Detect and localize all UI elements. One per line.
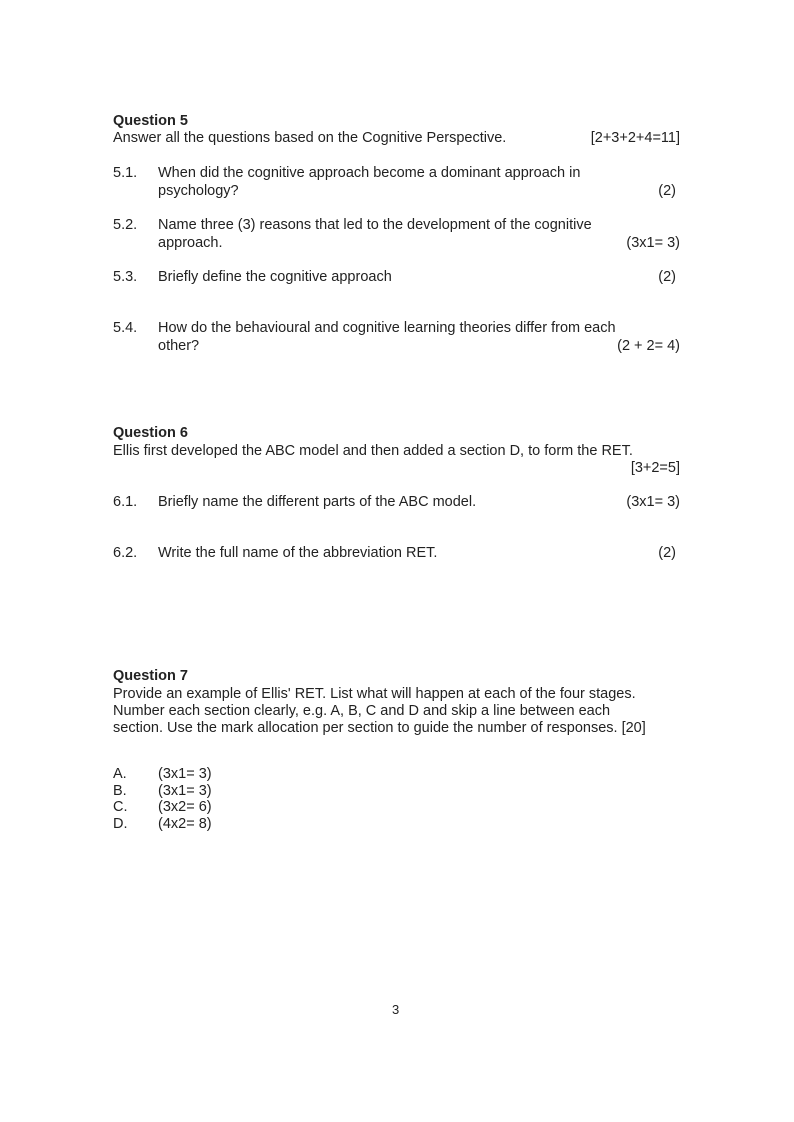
question-6-intro: Ellis first developed the ABC model and then added a section D, to form the RET. <box>113 443 633 459</box>
part-label: A. <box>113 766 127 782</box>
item-text: Name three (3) reasons that led to the development of the cognitive <box>158 217 592 233</box>
item-text: When did the cognitive approach become a dominant approach in <box>158 165 581 181</box>
item-text: How do the behavioural and cognitive learning theories differ from each <box>158 320 616 336</box>
question-5-title: Question 5 <box>113 113 188 129</box>
part-marks: (3x1= 3) <box>158 783 212 799</box>
question-6-title: Question 6 <box>113 425 188 441</box>
item-number: 6.1. <box>113 494 138 510</box>
item-text: Briefly define the cognitive approach <box>158 269 392 285</box>
item-marks: (2) <box>658 545 676 561</box>
part-label: C. <box>113 799 128 815</box>
item-marks: (3x1= 3) <box>626 235 680 251</box>
item-text: psychology? <box>158 183 239 199</box>
item-text: Write the full name of the abbreviation RET. <box>158 545 438 561</box>
part-marks: (4x2= 8) <box>158 816 212 832</box>
part-marks: (3x2= 6) <box>158 799 212 815</box>
item-marks: (2) <box>658 183 676 199</box>
item-marks: (3x1= 3) <box>626 494 680 510</box>
item-number: 5.2. <box>113 217 138 233</box>
item-number: 5.1. <box>113 165 138 181</box>
part-marks: (3x1= 3) <box>158 766 212 782</box>
question-7-text: section. Use the mark allocation per section to guide the number of responses. [20] <box>113 720 646 736</box>
question-7-title: Question 7 <box>113 668 188 684</box>
question-6-total: [3+2=5] <box>630 460 680 476</box>
part-label: D. <box>113 816 128 832</box>
item-marks: (2) <box>658 269 676 285</box>
item-text: other? <box>158 338 200 354</box>
part-label: B. <box>113 783 127 799</box>
item-number: 5.3. <box>113 269 138 285</box>
page-number: 3 <box>392 1002 400 1017</box>
item-text: Briefly name the different parts of the ABC model. <box>158 494 477 510</box>
item-text: approach. <box>158 235 223 251</box>
question-5-intro: Answer all the questions based on the Cognitive Perspective. <box>113 130 507 146</box>
item-number: 6.2. <box>113 545 138 561</box>
question-7-text: Number each section clearly, e.g. A, B, C and D and skip a line between each <box>113 703 611 719</box>
item-marks: (2 + 2= 4) <box>617 338 680 354</box>
question-7-text: Provide an example of Ellis' RET. List what will happen at each of the four stages. <box>113 686 636 702</box>
question-5-total: [2+3+2+4=11] <box>590 130 680 146</box>
item-number: 5.4. <box>113 320 138 336</box>
